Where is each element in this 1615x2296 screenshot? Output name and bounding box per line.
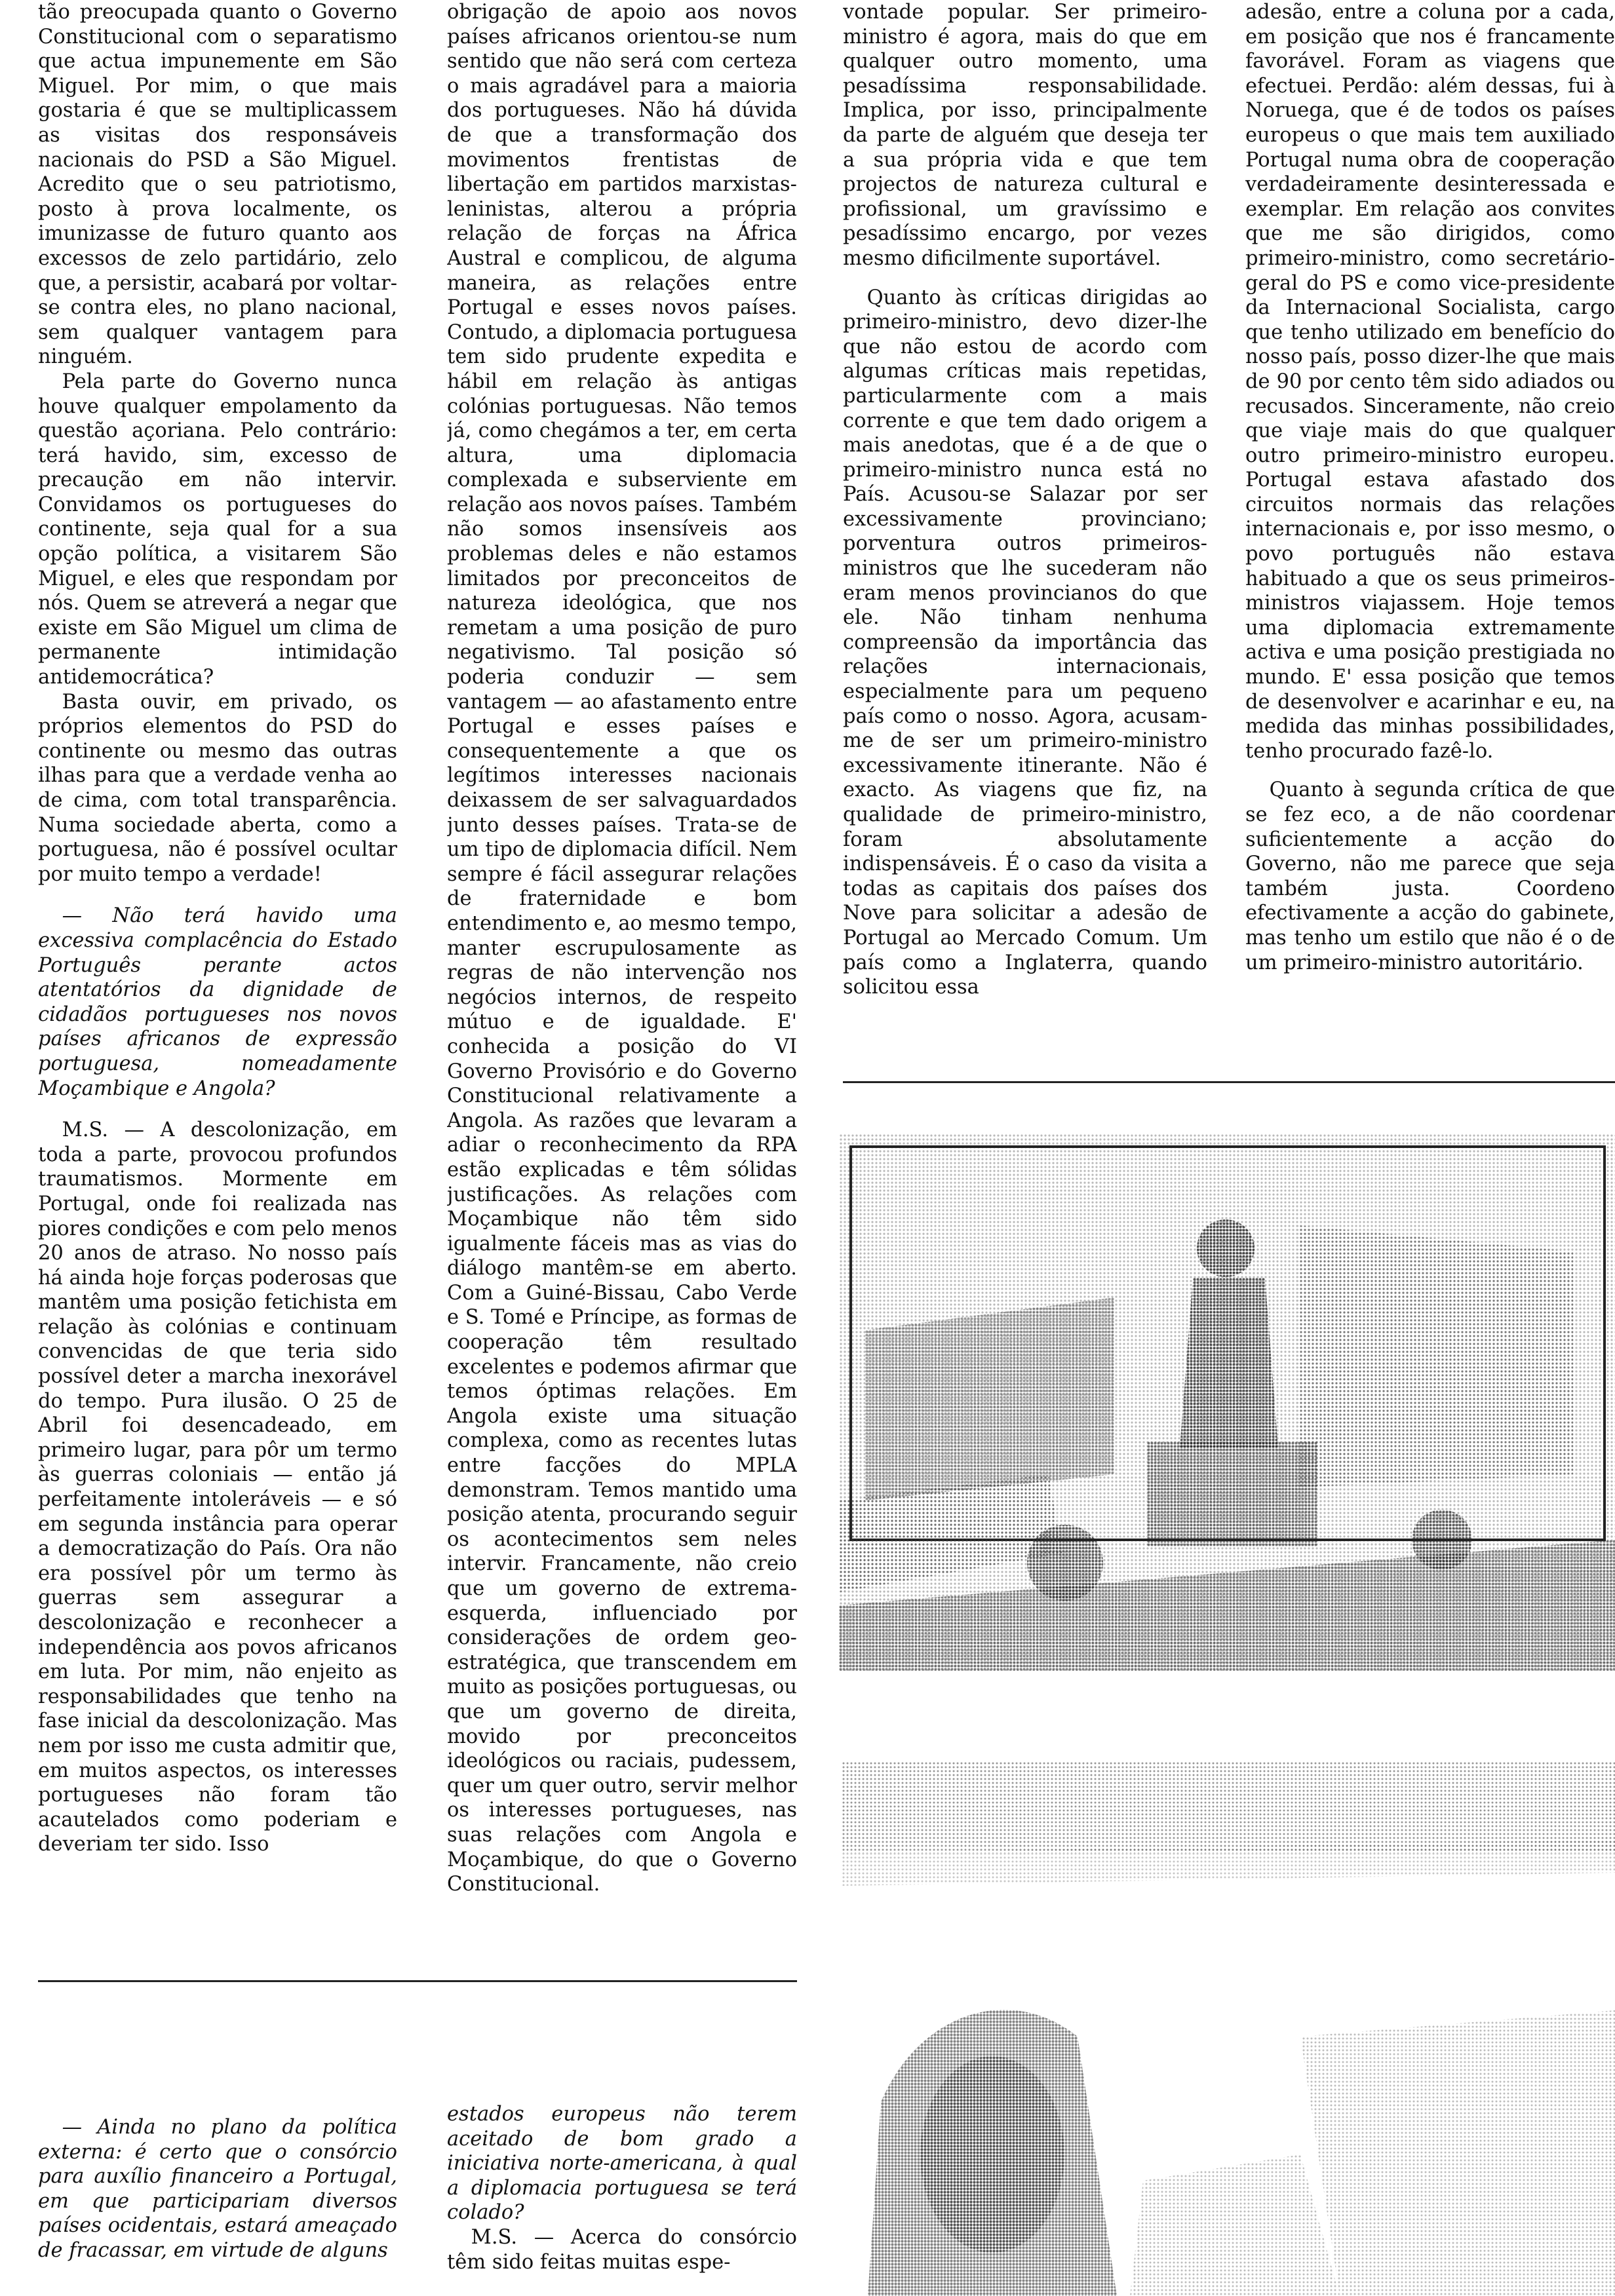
column-1-paragraph-2: Pela parte do Governo nunca houve qualquer empolamento da questão açoriana. Pelo contrário: terá havido, sim, excesso de precaução em não intervir. Convidamos os portugueses do continente, seja qual for a sua opção política, a visitarem São Miguel, e eles que respondam por nós. Quem se atreverá a negar que existe em São Miguel um clima de permanente intimidação antidemocrática? [38, 370, 397, 689]
article-column-4 [1245, 0, 1615, 1075]
interviewer-question-1: — Não terá havido uma excessiva complacência do Estado Português perante actos atentatórios da dignidade de cidadãos portugueses nos novos países africanos de expressão portuguesa, nomeadamente Moçambique e Angola? [38, 904, 397, 1100]
photo-portrait-image [842, 1761, 1615, 2296]
column-3-paragraph-2: Quanto às críticas dirigidas ao primeiro-ministro, devo dizer-lhe que não estou de acordo com algumas críticas mais repetidas, particularmente com a mais corrente e que tem dado origem a mais anedotas, que é a de que o primeiro-ministro nunca está no País. Acusou-se Salazar por ser excessivamente provinciano; porventura outros primeiros-ministros que lhe sucederam não eram menos provincianos do que ele. Não tinham nenhuma compreensão da importância das relações internacionais, especialmente para um pequeno país como o nosso. Agora, acusam-me de ser um primeiro-ministro excessivamente itinerante. Não é exacto. As viagens que fiz, na qualidade de primeiro-ministro, foram absolutamente indispensáveis. É o caso da visita a todas as capitais dos países dos Nove para solicitar a adesão de Portugal ao Mercado Comum. Um país como a Inglaterra, quando solicitou essa [843, 286, 1207, 999]
column-1-paragraph-3: Basta ouvir, em privado, os próprios elementos do PSD do continente ou mesmo das outras ilhas para que a verdade venha ao de cima, com total transparência. Numa sociedade aberta, como a portuguesa, não é possível ocultar por muito tempo a verdade! [38, 690, 397, 886]
interviewer-question-2: — Ainda no plano da política externa: é certo que o consórcio para auxílio financeiro a Portugal, em que participariam diversos países ocidentais, estará ameaçado de fracassar, em virtude de alguns [38, 2116, 397, 2262]
article-column-lower-left [38, 2115, 397, 2296]
column-1-paragraph-1: tão preocupada quanto o Governo Constitucional com o separatismo que actua impunemente em São Miguel. Por mim, o que mais gostaria é que se multiplicassem as visitas dos responsáveis nacionais do PSD a São Miguel. Acredito que o seu patriotismo, posto à prova localmente, os imunizasse de futuro quanto aos excessos de zelo partidário, zelo que, a persistir, acabará por voltar-se contra eles, no plano nacional, sem qualquer vantagem para ninguém. [38, 1, 397, 369]
column-4-paragraph-1: adesão, entre a coluna por a cada, em posição que nos é francamente favorável. Foram as viagens que efectuei. Perdão: além dessas, fui à Noruega, que é de todos os países europeus o que mais tem auxiliado Portugal numa obra de cooperação verdadeiramente desinteressada e exemplar. Em relação aos convites que me são dirigidos, como primeiro-ministro, como secretário-geral do PS e como vice-presidente da Internacional Socialista, cargo que tenho utilizado em benefício do nosso país, posso dizer-lhe que mais de 90 por cento têm sido adiados ou recusados. Sinceramente, não creio que viaje mais do que qualquer outro primeiro-ministro europeu. Portugal estava afastado dos circuitos normais das relações internacionais e, por isso mesmo, o povo português não estava habituado a que os seus primeiros-ministros viajassem. Hoje temos uma diplomacia extremamente activa e uma posição prestigiada no mundo. E' essa posição que temos de desenvolver e acarinhar e eu, na medida das minhas possibilidades, tenho procurado fazê-lo. [1245, 1, 1615, 763]
interviewer-question-2-continued: estados europeus não terem aceitado de bom grado a iniciativa norte-americana, à qual a diplomacia portuguesa se terá colado? [447, 2103, 797, 2225]
article-column-2 [447, 0, 797, 1967]
column-divider-rule [843, 1081, 1615, 1083]
column-1-answer: M.S. — A descolonização, em toda a parte, provocou profundos traumatismos. Mormente em Portugal, onde foi realizada nas piores condições e com pelo menos 20 anos de atraso. No nosso país há ainda hoje forças poderosas que mantêm uma posição fetichista em relação às colónias e continuam convencidas de que teria sido possível deter a marcha inexorável do tempo. Pura ilusão. O 25 de Abril foi desencadeado, em primeiro lugar, para pôr um termo às guerras coloniais — então já perfeitamente intoleráveis — e só em segunda instância para operar a democratização do País. Ora não era possível pôr um termo às guerras sem assegurar a descolonização e reconhecer a independência aos povos africanos em luta. Por mim, não enjeito as responsabilidades que tenho na fase inicial da descolonização. Mas nem por isso me custa admitir que, em muitos aspectos, os interesses portugueses não foram tão acautelados como poderiam e deveriam ter sido. Isso [38, 1119, 397, 1856]
photo-classroom [839, 1134, 1615, 1671]
column-2-paragraph-1: obrigação de apoio aos novos países africanos orientou-se num sentido que não será com certeza o mais agradável para a maioria dos portugueses. Não há dúvida de que a transformação dos movimentos frentistas de libertação em partidos marxistas-leninistas, alterou a própria relação de forças na África Austral e complicou, de alguma maneira, as relações entre Portugal e esses novos países. Contudo, a diplomacia portuguesa tem sido prudente expedita e hábil em relação às antigas colónias portuguesas. Não temos já, como chegámos a ter, em certa altura, uma diplomacia complexada e subserviente em relação aos novos países. Também não somos insensíveis aos problemas deles e não estamos limitados por preconceitos de natureza ideológica, que nos remetam a uma posição de puro negativismo. Tal posição só poderia conduzir — sem vantagem — ao afastamento entre Portugal e esses países e consequentemente a que os legítimos interesses nacionais deixassem de ser salvaguardados junto desses países. Trata-se de um tipo de diplomacia difícil. Nem sempre é fácil assegurar relações de fraternidade e bom entendimento e, ao mesmo tempo, manter escrupulosamente as regras de não intervenção nos negócios internos, de respeito mútuo e de igualdade. E' conhecida a posição do VI Governo Provisório e do Governo Constitucional relativamente a Angola. As razões que levaram a adiar o reconhecimento da RPA estão explicadas e têm sólidas justificações. As relações com Moçambique não têm sido igualmente fáceis mas as vias do diálogo mantêm-se em aberto. Com a Guiné-Bissau, Cabo Verde e S. Tomé e Príncipe, as formas de cooperação têm resultado excelentes e podemos afirmar que temos óptimas relações. Em Angola existe uma situação complexa, como as recentes lutas entre facções do MPLA demonstram. Temos mantido uma posição atenta, procurando seguir os acontecimentos sem neles intervir. Francamente, não creio que um governo de extrema-esquerda, influenciado por considerações de ordem geo-estratégica, que transcendem em muito as posições portuguesas, ou que um governo de direita, movido por preconceitos ideológicos ou raciais, pudessem, quer um quer outro, servir melhor os interesses portugueses, nas suas relações com Angola e Moçambique, do que o Governo Constitucional. [447, 1, 797, 1896]
column-4-paragraph-2: Quanto à segunda crítica de que se fez eco, a de não coordenar suficientemente a acção do Governo, não me parece que seja também justa. Coordeno efectivamente a acção do gabinete, mas tenho um estilo que não é o de um primeiro-ministro autoritário. [1245, 778, 1615, 974]
photo-portrait [842, 1761, 1615, 2296]
photo-classroom-image [839, 1134, 1615, 1671]
article-column-lower-middle [447, 2102, 797, 2296]
column-lower-middle-answer: M.S. — Acerca do consórcio têm sido feitas muitas espe- [447, 2225, 797, 2274]
column-3-paragraph-1: vontade popular. Ser primeiro-ministro é agora, mais do que em qualquer outro momento, uma pesadíssima responsabilidade. Implica, por isso, principalmente da parte de alguém que deseja ter a sua própria vida e que tem projectos de natureza cultural e profissional, um gravíssimo e pesadíssimo encargo, por vezes mesmo dificilmente suportável. [843, 1, 1207, 270]
section-divider-rule [38, 1980, 797, 1982]
article-column-1 [38, 0, 397, 1953]
article-column-3 [843, 0, 1207, 1075]
